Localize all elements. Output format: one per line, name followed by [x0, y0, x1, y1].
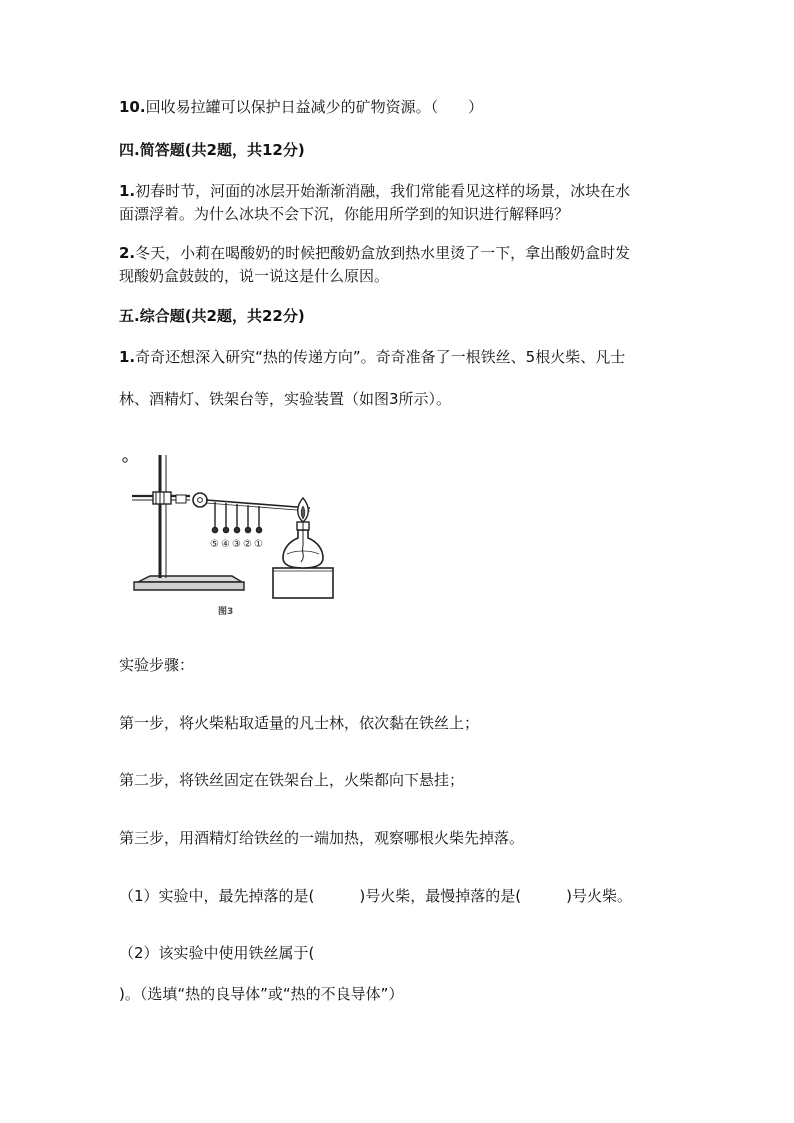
step-1: 第一步，将火柴粘取适量的凡士林，依次黏在铁丝上； — [119, 714, 480, 732]
step-2: 第二步，将铁丝固定在铁架台上，火柴都向下悬挂； — [119, 771, 465, 789]
question-10 — [119, 97, 483, 117]
question-text: 冬天，小莉在喝酸奶的时候把酸奶盒放到热水里烫了一下，拿出酸奶盒时发 — [135, 244, 631, 262]
section5-q1-line2: 林、酒精灯、铁架台等，实验装置（如图3所示）。 — [119, 390, 452, 408]
section-5-heading: 五.综合题(共2题，共22分) — [119, 307, 305, 325]
steps-title: 实验步骤： — [119, 656, 195, 674]
section4-q1-line1 — [119, 181, 630, 201]
sub-question-1: （1）实验中，最先掉落的是( )号火柴，最慢掉落的是( )号火柴。 — [119, 887, 632, 905]
sub-question-2-line2: )。（选填“热的良导体”或“热的不良导体”） — [119, 985, 404, 1003]
match-label-1: ① — [254, 539, 263, 550]
match-label-2: ② — [243, 539, 252, 550]
section4-q2-line1 — [119, 243, 630, 263]
match-label-5: ⑤ — [210, 539, 219, 550]
section4-q1-line2: 面漂浮着。为什么冰块不会下沉，你能用所学到的知识进行解释吗？ — [119, 205, 570, 223]
match-label-3: ③ — [232, 539, 241, 550]
sub-question-2-line1: （2）该实验中使用铁丝属于( — [119, 944, 315, 962]
question-text: 初春时节，河面的冰层开始渐渐消融，我们常能看见这样的场景，冰块在水 — [135, 182, 631, 200]
section-4-heading: 四.简答题(共2题，共12分) — [119, 141, 305, 159]
section4-q2-line2: 现酸奶盒鼓鼓的，说一说这是什么原因。 — [119, 267, 390, 285]
figure-caption: 图3 — [218, 607, 234, 617]
question-number: 10. — [119, 98, 146, 116]
question-number: 1. — [119, 348, 136, 366]
section5-q1-line1 — [119, 347, 625, 367]
question-number: 2. — [119, 244, 136, 262]
question-text: 奇奇还想深入研究“热的传递方向”。奇奇准备了一根铁丝、5根火柴、凡士 — [135, 348, 626, 366]
question-text: 回收易拉罐可以保护日益减少的矿物资源。（ ） — [145, 98, 484, 116]
match-label-4: ④ — [221, 539, 230, 550]
step-3: 第三步，用酒精灯给铁丝的一端加热，观察哪根火柴先掉落。 — [119, 829, 525, 847]
question-number: 1. — [119, 182, 136, 200]
experiment-figure — [120, 450, 360, 618]
